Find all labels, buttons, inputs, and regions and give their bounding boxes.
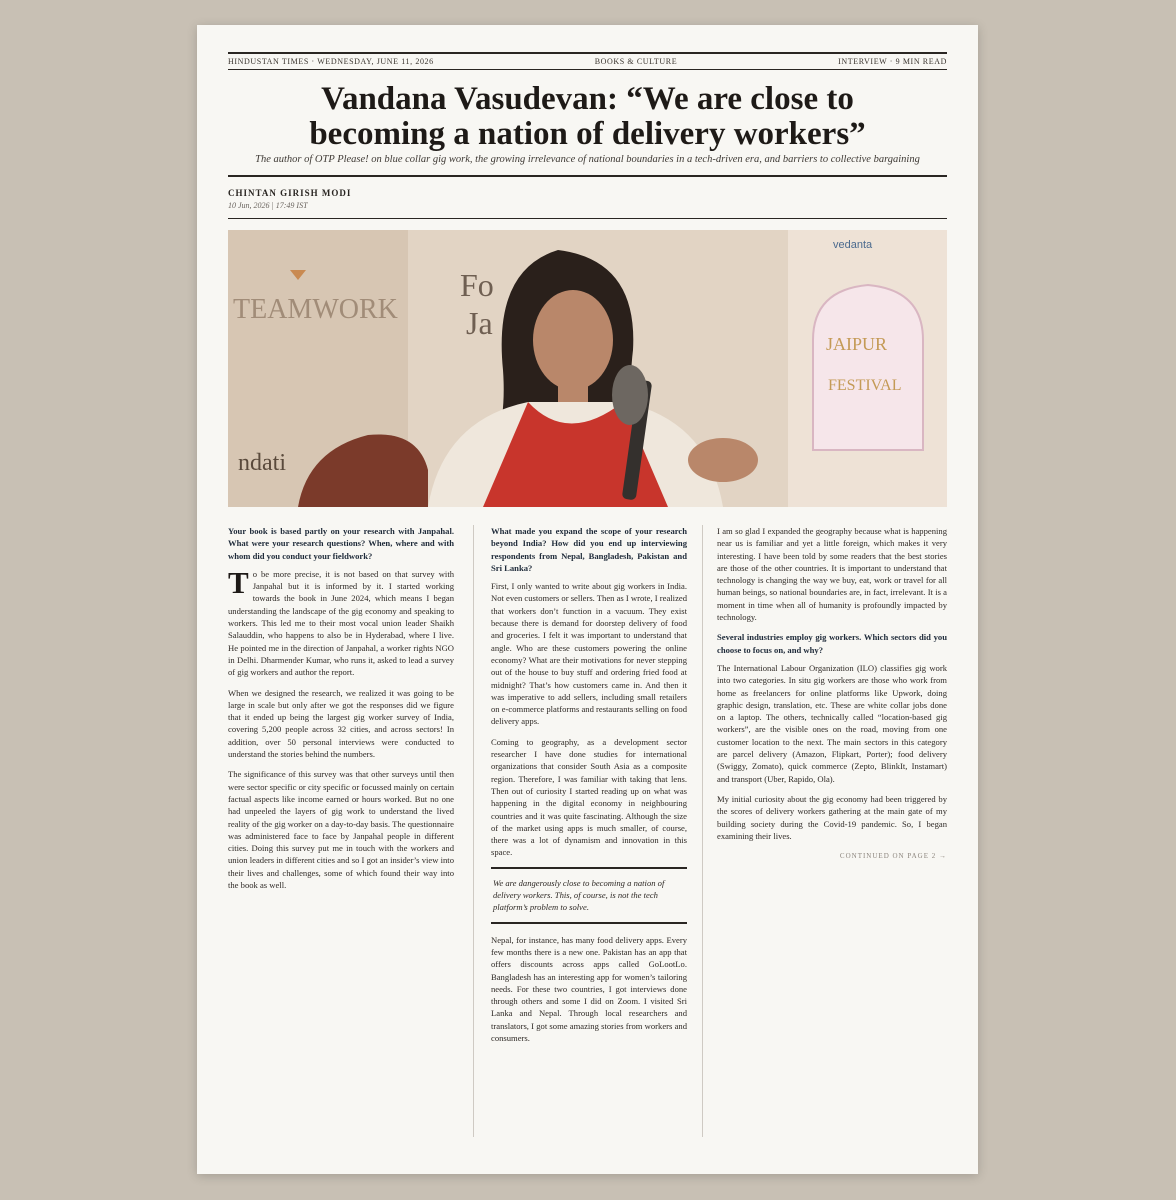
- paragraph: First, I only wanted to write about gig workers in India. Not even customers or sellers. Then as I wrote, I realized that workers don’t function in a vacuum. They exist because there is demand for doorstep delivery of food and groceries. I felt it was important to understand that angle. Who are these customers powering the online economy? What are their motivations for never stepping out of the house to buy stuff and ordering fried food at midnight? That’s how customers came in. And then it was imperative to add sellers, including small retailers on e-commerce platforms and restaurants selling on food delivery apps.: [491, 581, 687, 727]
- pull-quote: We are dangerously close to becoming a nation of delivery workers. This, of course, is not the tech platform’s problem to solve.: [491, 867, 687, 924]
- interview-question: What made you expand the scope of your research beyond India? How did you end up interviewing respondents from Nepal, Bangladesh, Pakistan and Sri Lanka?: [491, 526, 687, 573]
- byline: CHINTAN GIRISH MODI: [228, 188, 352, 198]
- article-meta: INTERVIEW · 9 MIN READ: [838, 57, 947, 66]
- headline-line-2: becoming a nation of delivery workers”: [309, 116, 866, 152]
- drop-cap: T: [228, 564, 249, 600]
- festival-logo: JAIPUR: [826, 334, 888, 354]
- backdrop-text: ndati: [238, 450, 286, 476]
- newspaper-page: [197, 25, 978, 1174]
- article-photo: [228, 230, 947, 507]
- dateline: 10 Jun, 2026 | 17:49 IST: [228, 201, 308, 210]
- article-column-2: [491, 525, 687, 1052]
- article-column-1: [228, 525, 454, 899]
- sponsor-logo: vedanta: [833, 239, 873, 251]
- headline: [228, 82, 947, 152]
- paragraph: My initial curiosity about the gig economy had been triggered by the scores of delivery workers gathering at the main gate of my building society during the Covid-19 pandemic. So, I began examining their lives.: [717, 793, 947, 841]
- paragraph: Nepal, for instance, has many food delivery apps. Every few months there is a new one. Pakistan has an app that offers discounts across apps called GoLootLo. Bangladesh has an interesting app for women’s tailoring needs. For these two countries, I got interviews done through others and some I did on Zoom. I visited Sri Lanka and Nepal. Through local researchers and translators, I got some amazing stories from workers and consumers.: [491, 934, 687, 1043]
- interview-question: Your book is based partly on your research with Janpahal. What were your research questions? When, where and with whom did you conduct your fieldwork?: [228, 526, 454, 561]
- paragraph: The significance of this survey was that other surveys until then were sector specific or city specific or focussed mainly on certain factual aspects like income earned or hours worked. But no one had unpeeled the layers of gig work to understand the lived reality of the gig worker on a day-to-day basis. The questionnaire was administered face to face by Janpahal people in different cities. Doing this survey put me in touch with the workers and union leaders in different cities and so I got an insider’s view into their lives and challenges, some of which found their way into the book as well.: [228, 769, 454, 891]
- paragraph-text: o be more precise, it is not based on that survey with Janpahal but it is informed by it. I started working towards the book in June 2024, which means I began understanding the landscape of the gig economy and speaking to workers. This led me to their most vocal union leader Shaikh Salauddin, who happens to also be in Hyderabad, where I live. He pointed me in the direction of Janpahal, a worker rights NGO in Delhi. Dharmender Kumar, who runs it, asked to lead a survey of gig workers and author the report.: [228, 568, 454, 678]
- backdrop-text: Ja: [466, 305, 493, 341]
- paragraph: Coming to geography, as a development sector researcher I have done studies for international organizations that consider South Asia as a composite region. Therefore, I was familiar with taking that lens. Then out of curiosity I started reading up on what was happening in the digital economy in neighbouring countries and it was quite fascinating. Although the size of the market using apps is much smaller, of course, there was a lot of dynamism and innovation in this space.: [491, 736, 687, 858]
- column-divider: [702, 525, 703, 1137]
- backdrop-text: TEAMWORK: [233, 294, 398, 325]
- interview-question: Several industries employ gig workers. Which sectors did you choose to focus on, and why?: [717, 632, 947, 655]
- backdrop-text: Fo: [460, 267, 494, 303]
- column-divider: [473, 525, 474, 1137]
- article-column-3: [717, 525, 947, 862]
- continued-link[interactable]: CONTINUED ON PAGE 2 →: [839, 852, 947, 861]
- paragraph: The International Labour Organization (ILO) classifies gig work into two categories. In situ gig workers are those who work from home as freelancers for online platforms like Upwork, doing graphic design, translation, etc. These are white collar jobs done on a laptop. The others, technically called “location-based gig workers”, are the visible ones on the road, moving from one customer location to the next. The main sectors in this category are parcel delivery (Amazon, Flipkart, Porter); food delivery (Swiggy, Zomato), quick commerce (Zepto, BlinkIt, Instamart) and transport (Uber, Rapido, Ola).: [717, 662, 947, 784]
- paragraph: [228, 564, 454, 679]
- masthead-bar: [228, 52, 947, 70]
- section-label: BOOKS & CULTURE: [594, 57, 678, 66]
- festival-logo: FESTIVAL: [828, 377, 902, 394]
- publication-date: HINDUSTAN TIMES · WEDNESDAY, JUNE 11, 2026: [228, 57, 434, 66]
- paragraph: I am so glad I expanded the geography because what is happening near us is familiar and yet a little foreign, which makes it very interesting. I have been told by some readers that the best stories are those of the other countries. It is important to understand that technology is changing the way we buy, eat, work or travel for all human beings, so national boundaries are, in fact, irrelevant. It is a moment in time when all of humanity is profoundly impacted by technology.: [717, 526, 947, 623]
- headline-line-1: Vandana Vasudevan: “We are close to: [321, 81, 854, 117]
- paragraph: When we designed the research, we realized it was going to be large in scale but only after we got the responses did we figure that it ended up being the largest gig worker survey of India, covering 5,200 people across 32 cities, and across sectors! In addition, over 50 personal interviews were conducted to understand the stories behind the numbers.: [228, 687, 454, 760]
- subheadline: The author of OTP Please! on blue collar gig work, the growing irrelevance of national boundaries in a tech-driven era, and barriers to collective bargaining: [255, 154, 920, 165]
- divider: [228, 218, 947, 219]
- divider: [228, 175, 947, 177]
- photo-illustration: [228, 230, 947, 507]
